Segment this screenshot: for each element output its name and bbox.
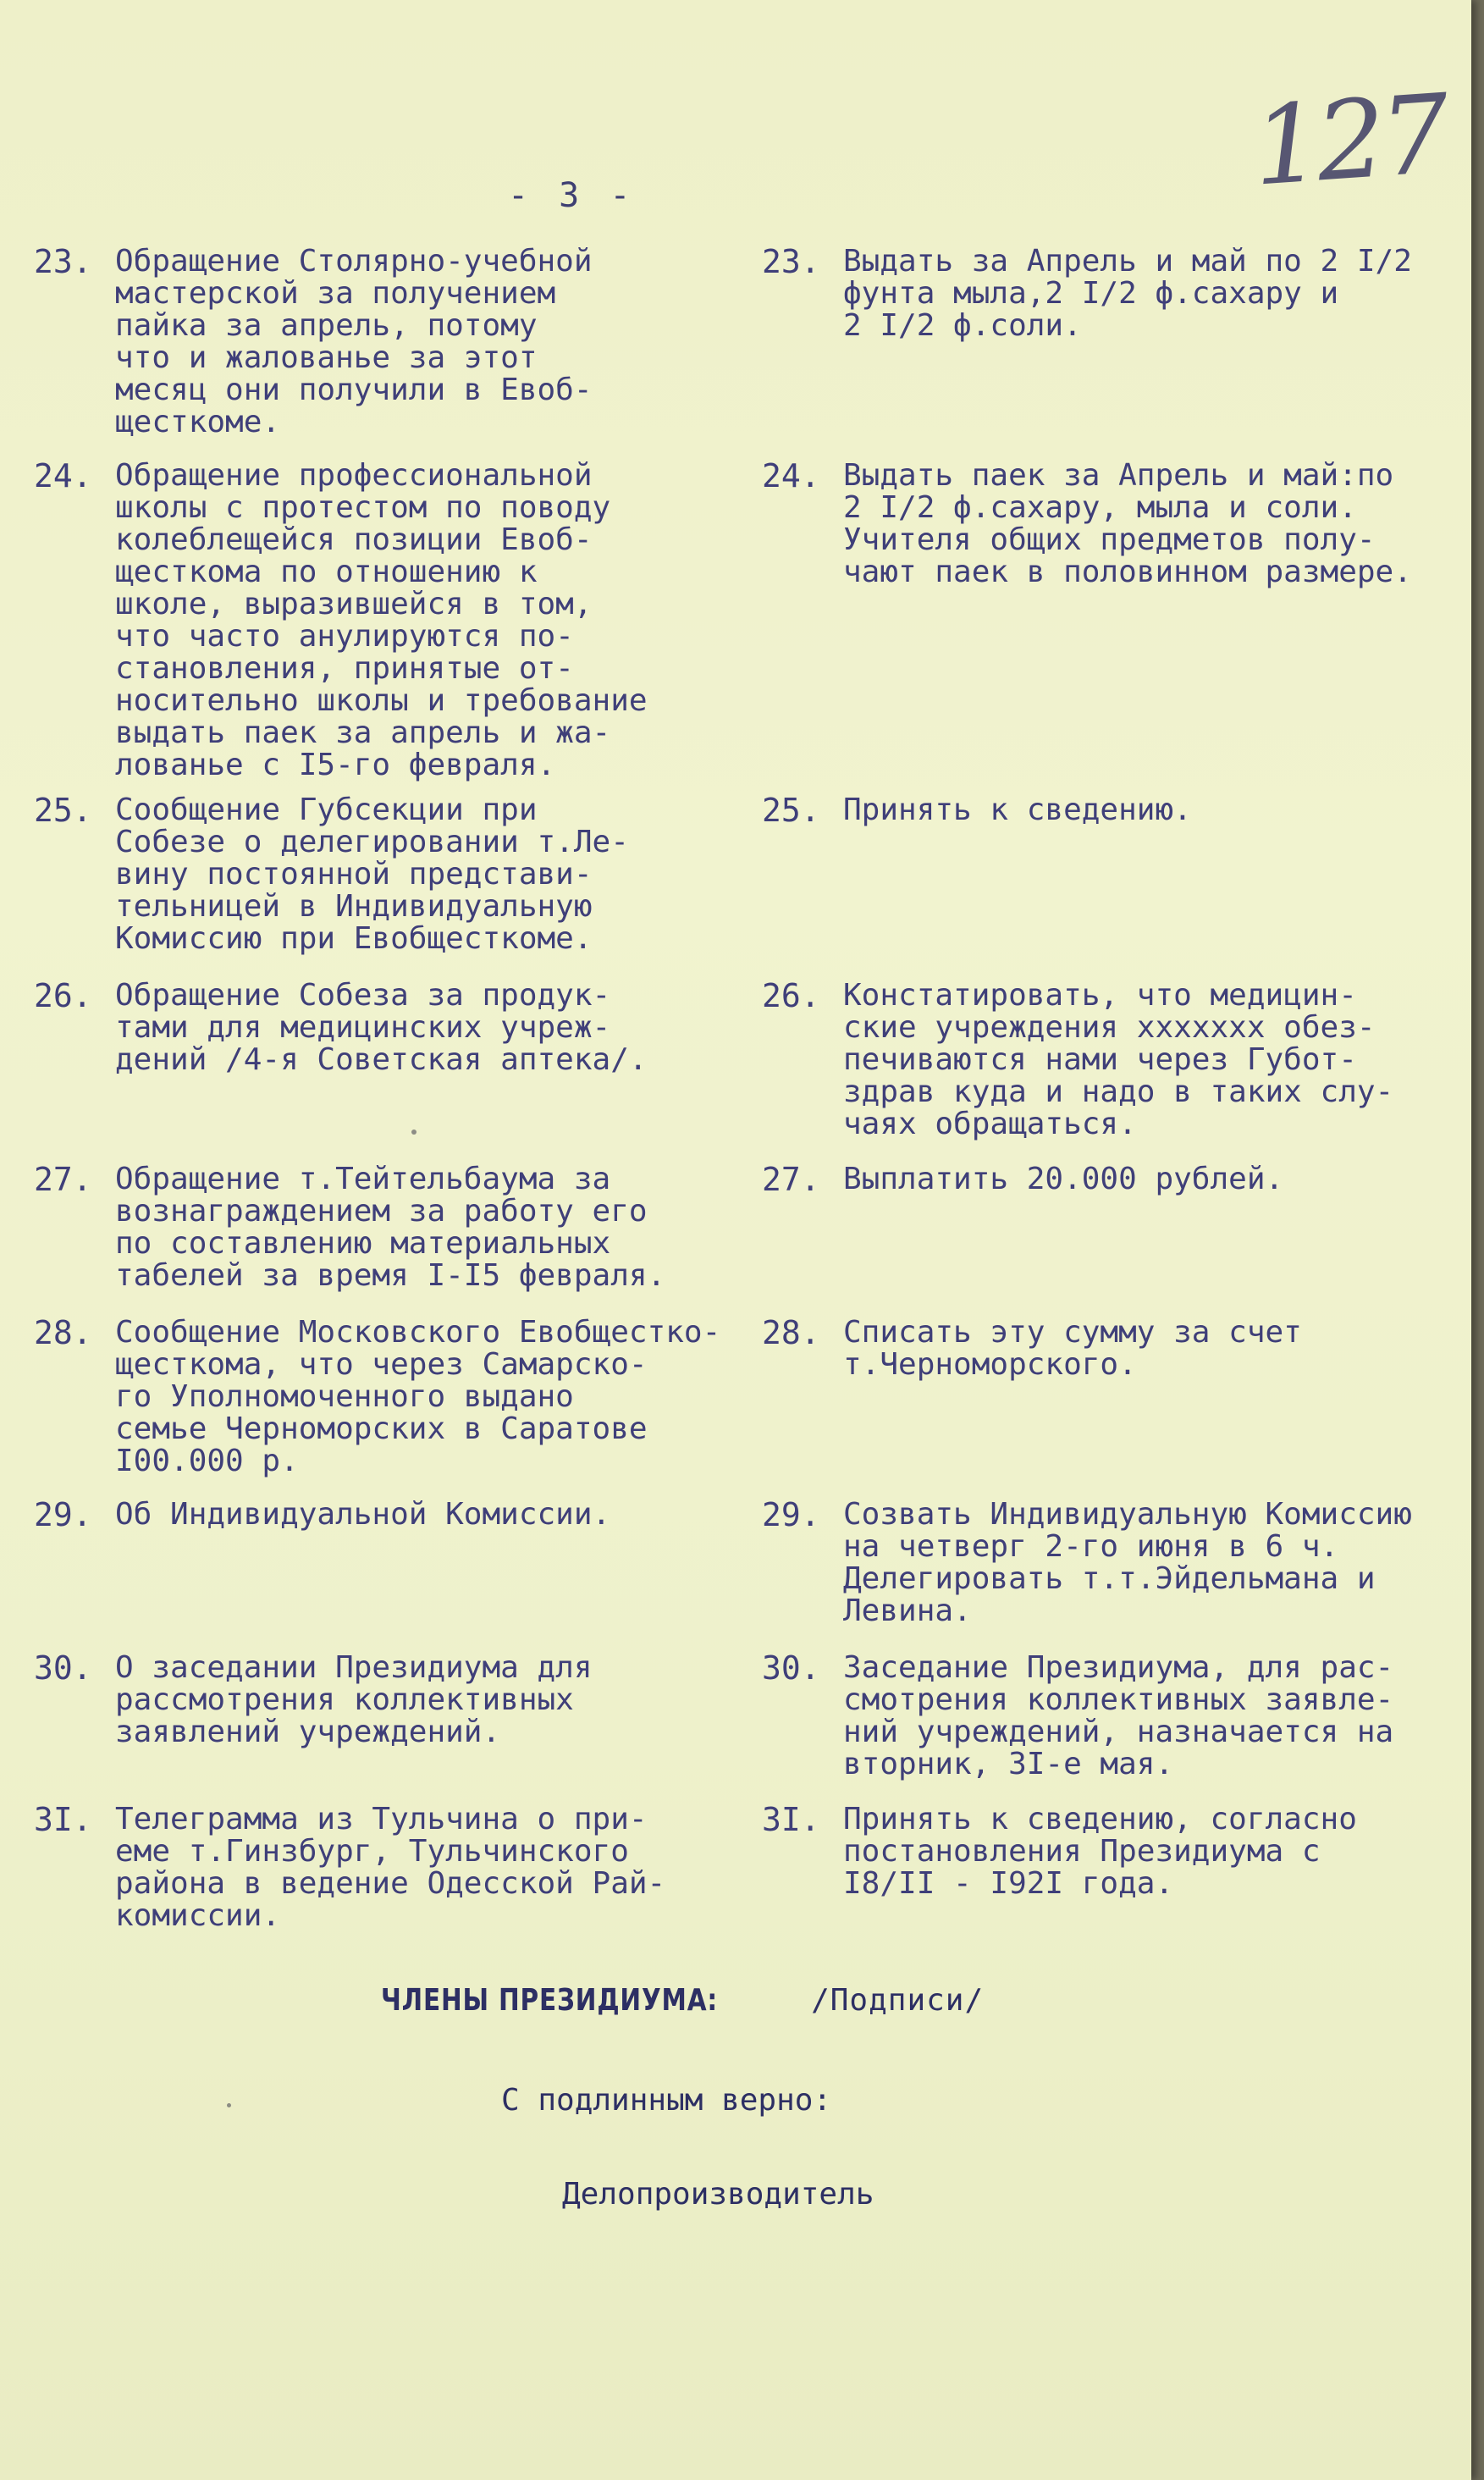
item-number: 29.: [34, 1496, 92, 1533]
decision-number: 3I.: [762, 1801, 820, 1838]
paper-speck: [227, 2103, 231, 2107]
item-number: 28.: [34, 1314, 92, 1351]
clerk-title: Делопроизводитель: [562, 2177, 874, 2212]
item-subject: Сообщение Губсекции при Собезе о делегировании т.Ле- вину постоянной представи- тельницей в Индивидуальную Комиссию при Евобщесткоме.: [115, 793, 629, 956]
item-decision: Списать эту сумму за счет т.Черноморского.: [843, 1315, 1302, 1382]
item-decision: Выдать паек за Апрель и май:по 2 I/2 ф.сахару, мыла и соли. Учителя общих предметов полу- чают паек в половинном размере.: [843, 458, 1412, 589]
item-number: 26.: [34, 977, 92, 1014]
item-decision: Выдать за Апрель и май по 2 I/2 фунта мыла,2 I/2 ф.сахару и 2 I/2 ф.соли.: [843, 244, 1412, 343]
decision-number: 29.: [762, 1496, 820, 1533]
item-subject: Обращение Собеза за продук- тами для медицинских учреж- дений /4-я Советская аптека/.: [115, 978, 648, 1077]
item-number: 23.: [34, 243, 92, 280]
paper-speck: [411, 1130, 417, 1135]
certified-copy-line: С подлинным верно:: [501, 2083, 832, 2118]
item-subject: Обращение т.Тейтельбаума за вознаграждением за работу его по составлению материальных табелей за время I-I5 февраля.: [115, 1162, 666, 1293]
item-subject: Сообщение Московского Евобщестко- щесткома, что через Самарско- го Уполномоченного выдано семье Черноморских в Саратове I00.000 р.: [115, 1315, 721, 1478]
item-subject: Об Индивидуальной Комиссии.: [115, 1497, 611, 1532]
decision-number: 28.: [762, 1314, 820, 1351]
item-number: 30.: [34, 1649, 92, 1687]
item-subject: Обращение Столярно-учебной мастерской за получением пайка за апрель, потому что и жалованье за этот месяц они получили в Евоб- щесткоме.: [115, 244, 593, 439]
decision-number: 30.: [762, 1649, 820, 1687]
item-decision: Принять к сведению, согласно постановления Президиума с I8/II - I92I года.: [843, 1802, 1357, 1901]
item-subject: Обращение профессиональной школы с протестом по поводу колеблещейся позиции Евоб- щесткома по отношению к школе, выразившейся в том, что часто анулируются по- становления, принятые от- носительно школы и требование выдать паек за апрель и жа- лованье с I5-го февраля.: [115, 458, 648, 782]
decision-number: 26.: [762, 977, 820, 1014]
decision-number: 24.: [762, 457, 820, 494]
decision-number: 27.: [762, 1161, 820, 1198]
item-number: 3I.: [34, 1801, 92, 1838]
item-subject: Телеграмма из Тульчина о при- еме т.Гинзбург, Тульчинского района в ведение Одесской Рай- комиссии.: [115, 1802, 666, 1933]
folio-number: 127: [1249, 71, 1449, 211]
item-decision: Созвать Индивидуальную Комиссию на четверг 2-го июня в 6 ч. Делегировать т.т.Эйдельмана и Левина.: [843, 1497, 1412, 1628]
decision-number: 23.: [762, 243, 820, 280]
item-subject: О заседании Президиума для рассмотрения коллективных заявлений учреждений.: [115, 1650, 593, 1749]
page-number: - 3 -: [508, 176, 636, 215]
item-number: 25.: [34, 792, 92, 829]
item-decision: Заседание Президиума, для рас- смотрения коллективных заявле- ний учреждений, назначается на вторник, 3I-е мая.: [843, 1650, 1394, 1781]
members-label: ЧЛЕНЫ ПРЕЗИДИУМА:: [381, 1983, 719, 2018]
decision-number: 25.: [762, 792, 820, 829]
item-decision: Констатировать, что медицин- ские учреждения xxxxxxx обез- печиваются нами через Губот- здрав куда и надо в таких слу- чаях обращаться.: [843, 978, 1394, 1141]
presidium-members-line: [381, 1983, 984, 2018]
item-decision: Принять к сведению.: [843, 793, 1192, 827]
signatures-note: /Подписи/: [811, 1983, 985, 2018]
item-number: 24.: [34, 457, 92, 494]
item-number: 27.: [34, 1161, 92, 1198]
item-decision: Выплатить 20.000 рублей.: [843, 1162, 1284, 1196]
